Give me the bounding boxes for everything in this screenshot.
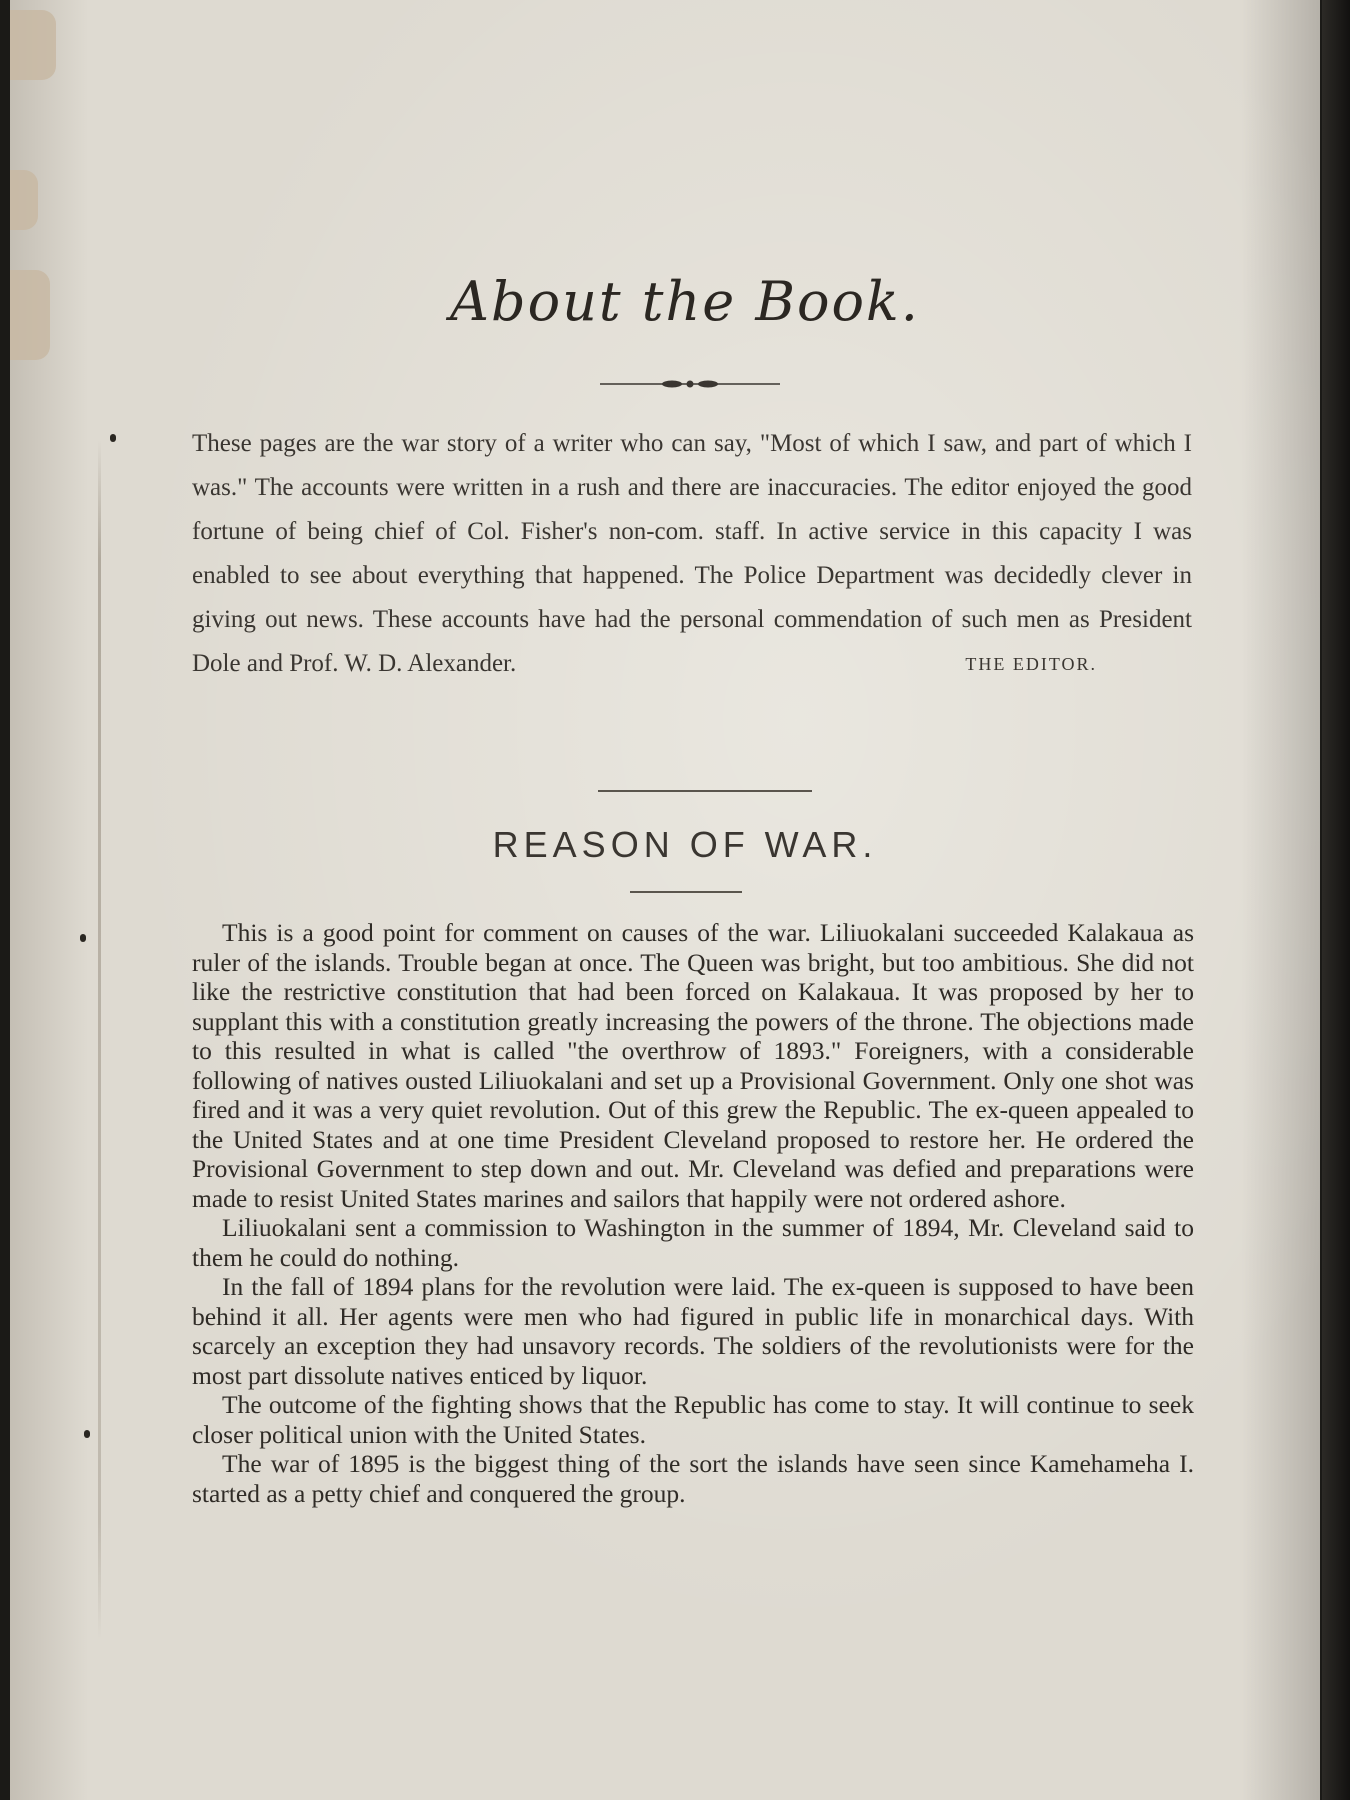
torn-paper-scrap	[10, 170, 38, 230]
body-paragraph: Liliuokalani sent a commission to Washington in the summer of 1894, Mr. Cleveland said to them he could do nothing.	[192, 1213, 1194, 1272]
stitch-hole	[110, 434, 116, 442]
body-paragraph: This is a good point for comment on causes of the war. Liliuokalani succeeded Kalakaua as ruler of the islands. Trouble began at once. The Queen was bright, but too ambitious. She did not like the restrictive constitution that had been forced on Kalakaua. It was proposed by her to supplant this with a constitution greatly increasing the powers of the throne. The objections made to this resulted in what is called "the overthrow of 1893." Foreigners, with a considerable following of natives ousted Liliuokalani and set up a Provisional Government. Only one shot was fired and it was a very quiet revolution. Out of this grew the Republic. The ex-queen appealed to the United States and at one time President Cleveland proposed to restore her. He ordered the Provisional Government to step down and out. Mr. Cleveland was defied and preparations were made to resist United States marines and sailors that happily were not ordered ashore.	[192, 918, 1194, 1213]
body-paragraph: The outcome of the fighting shows that the Republic has come to stay. It will continue to seek closer political union with the United States.	[192, 1390, 1194, 1449]
editor-signature: THE EDITOR.	[965, 654, 1097, 674]
torn-paper-scrap	[10, 10, 56, 80]
intro-paragraph: These pages are the war story of a writer who can say, "Most of which I saw, and part of which I was." The accounts were written in a rush and there are inaccuracies. The editor enjoyed the good fortune of being chief of Col. Fisher's non-com. staff. In active service in this capacity I was enabled to see about everything that happened. The Police Department was decidedly clever in giving out news. These accounts have had the personal commendation of such men as President Dole and Prof. W. D. Alexander.	[192, 430, 1192, 677]
binding-crease	[98, 440, 101, 1640]
stitch-hole	[80, 934, 86, 942]
page-title: About the Book.	[450, 270, 920, 333]
heading-underline	[630, 891, 742, 893]
book-cover-edge	[1322, 0, 1350, 1800]
stitch-hole	[84, 1430, 90, 1438]
section-heading: REASON OF WAR.	[492, 824, 878, 865]
title-ornament	[600, 377, 780, 391]
body-paragraph: In the fall of 1894 plans for the revolution were laid. The ex-queen is supposed to have been behind it all. Her agents were men who had figured in public life in monarchical days. With scarcely an exception they had unsavory records. The soldiers of the revolutionists were for the most part dissolute natives enticed by liquor.	[192, 1272, 1194, 1390]
section-divider	[598, 790, 812, 792]
body-text	[192, 918, 1194, 1508]
intro-section	[192, 422, 1192, 686]
book-page	[10, 0, 1320, 1800]
body-paragraph: The war of 1895 is the biggest thing of the sort the islands have seen since Kamehameha I. started as a petty chief and conquered the group.	[192, 1449, 1194, 1508]
